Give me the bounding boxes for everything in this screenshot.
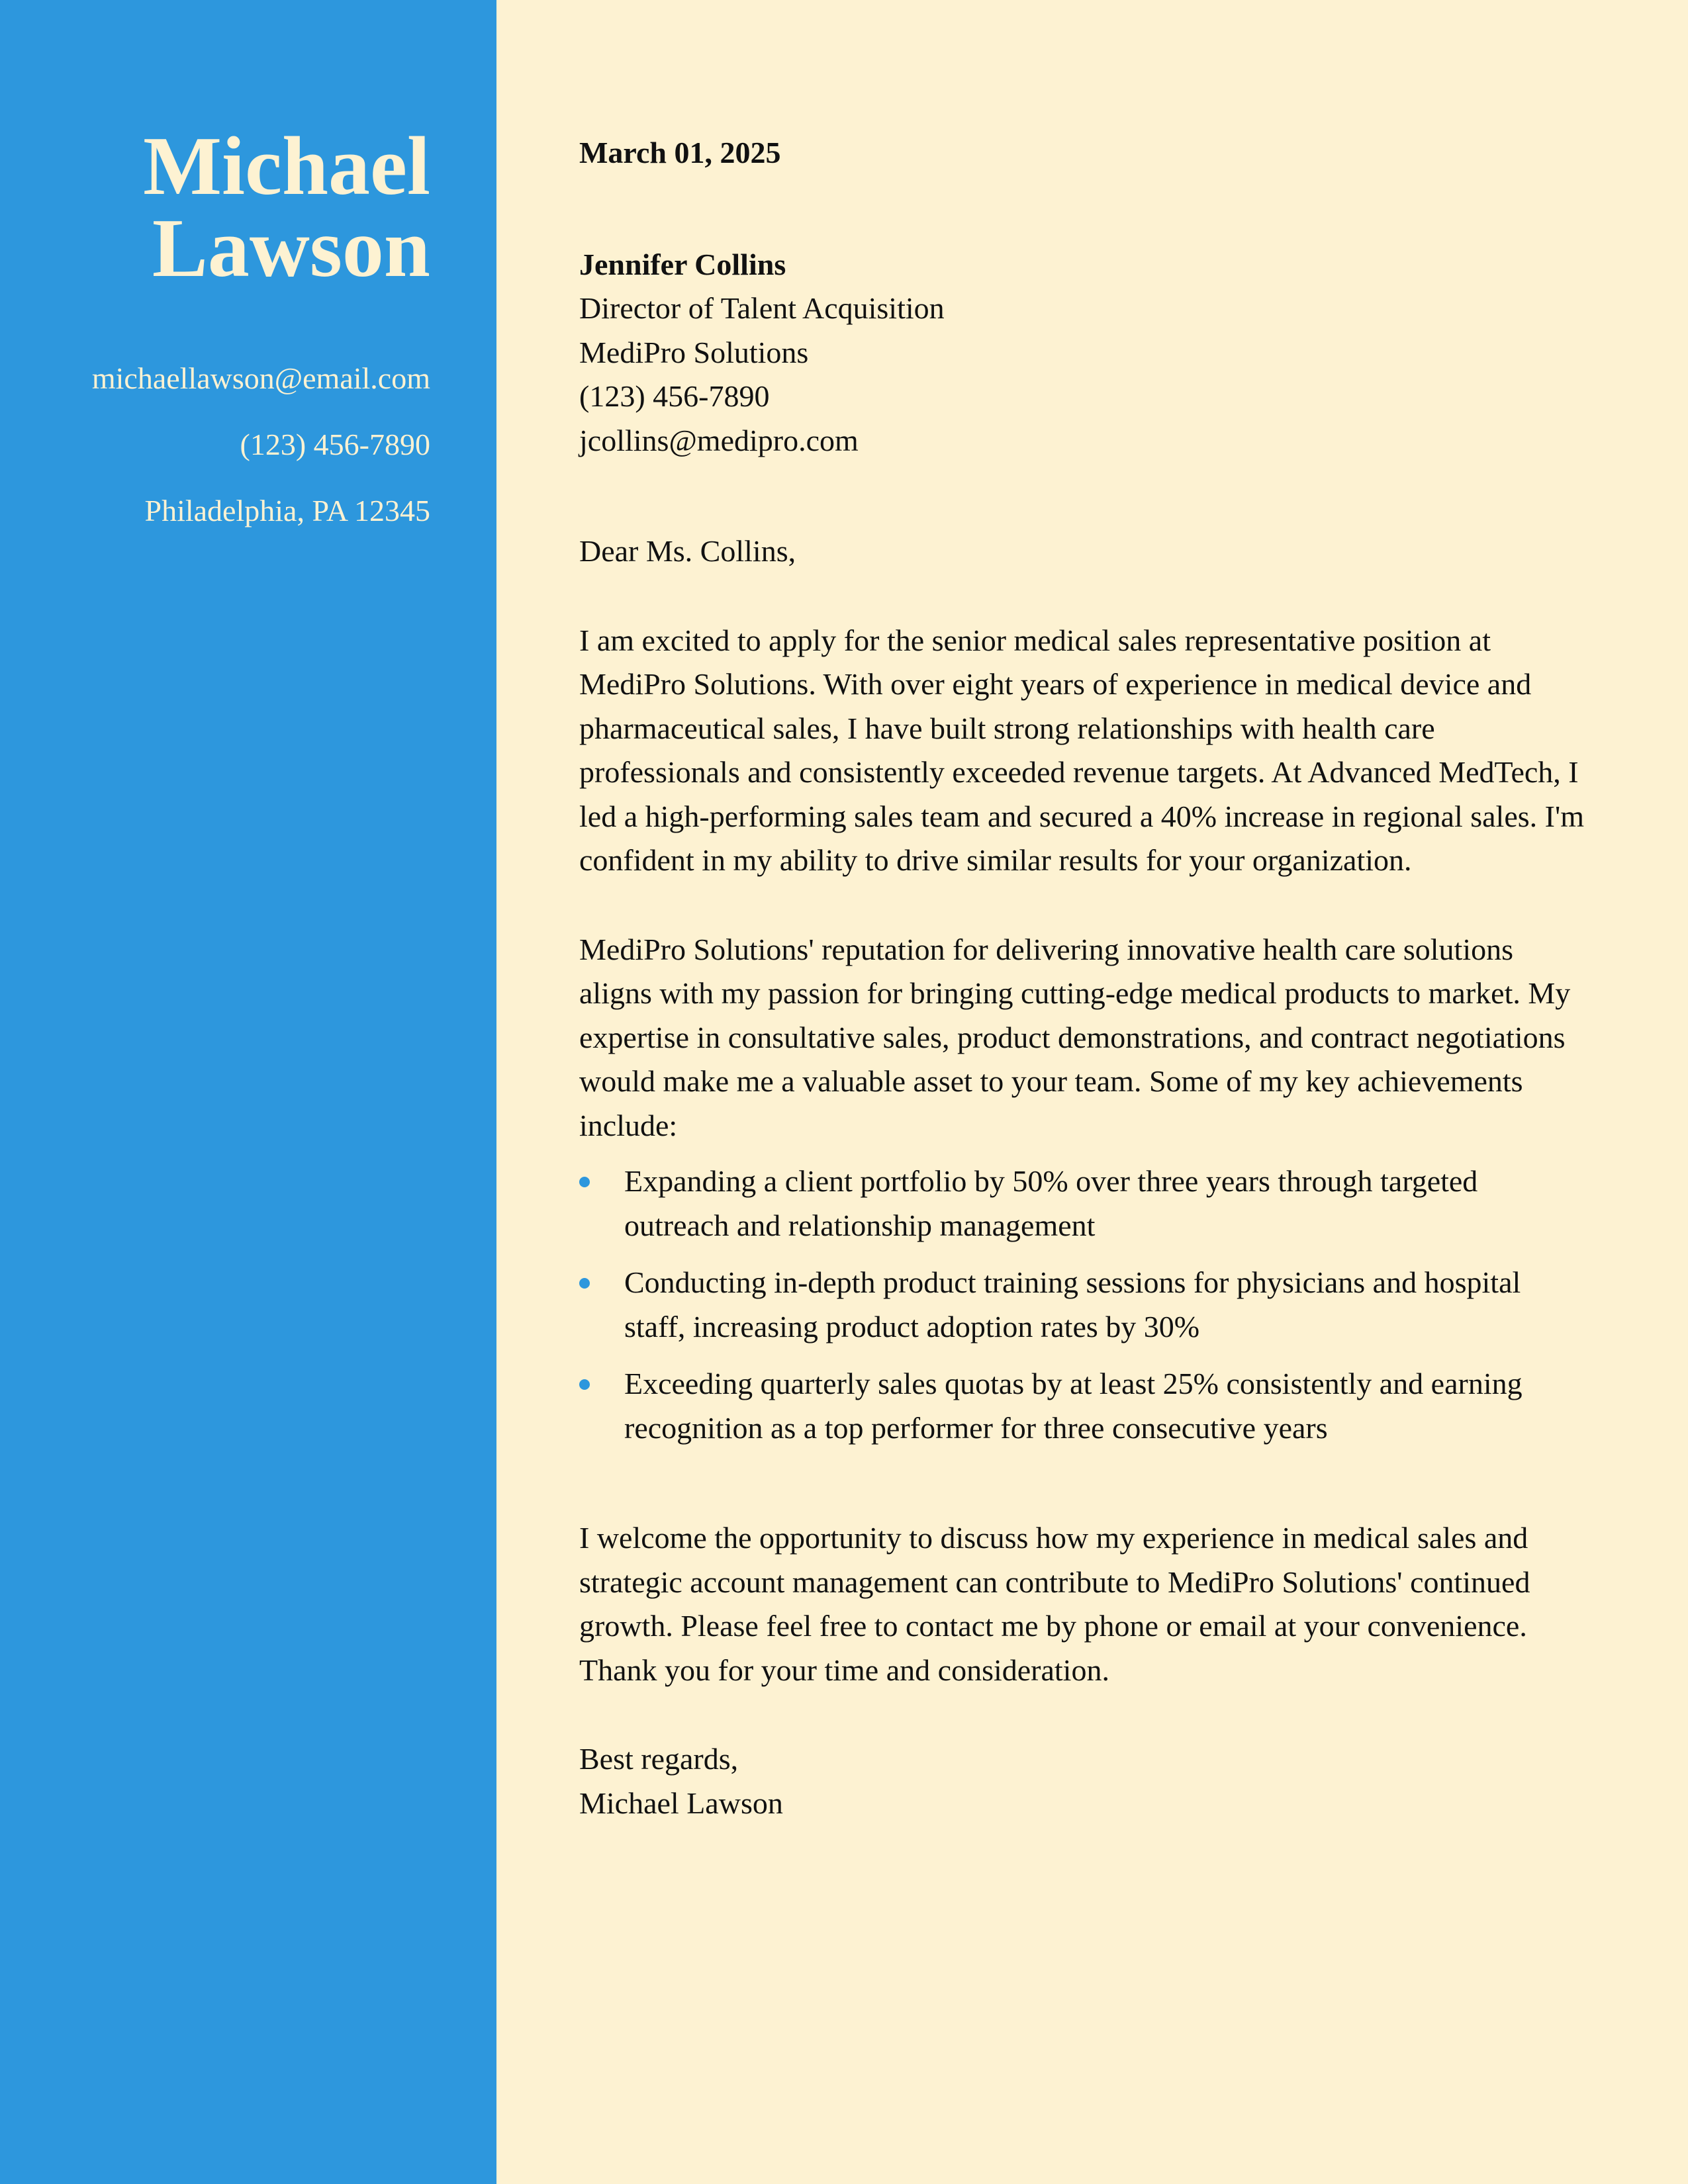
recipient-title: Director of Talent Acquisition	[579, 291, 945, 325]
paragraph-fit: MediPro Solutions' reputation for delivering innovative health care solutions aligns with my passion for bringing cutting-edge medical products to market. My expertise in consultative sales, product demonstrations, and contract negotiations would make me a valuable asset to your team. Some of my key achievements include:	[579, 932, 1571, 1142]
achievement-text: Conducting in-depth product training sessions for physicians and hospital staff, increasing product adoption rates by 30%	[624, 1265, 1521, 1343]
sender-location: Philadelphia, PA 12345	[144, 494, 430, 527]
sender-last-name: Lawson	[152, 203, 430, 295]
achievements-list	[579, 1160, 1589, 1450]
recipient-name: Jennifer Collins	[579, 247, 786, 281]
sender-first-name: Michael	[143, 120, 430, 212]
achievement-text: Exceeding quarterly sales quotas by at least 25% consistently and earning recognition as a top performer for three consecutive years	[624, 1367, 1523, 1445]
paragraph-closing: I welcome the opportunity to discuss how my experience in medical sales and strategic account management can contribute to MediPro Solutions' continued growth. Please feel free to contact me by phone or email at your convenience. Thank you for your time and consideration.	[579, 1521, 1530, 1687]
bullet-dot-icon	[579, 1278, 590, 1289]
letter-date: March 01, 2025	[579, 136, 781, 169]
list-item	[579, 1160, 1589, 1248]
closing-block	[579, 1737, 1589, 1825]
recipient-phone: (123) 456-7890	[579, 379, 770, 413]
sidebar	[0, 0, 496, 2184]
recipient-company: MediPro Solutions	[579, 335, 809, 369]
list-item	[579, 1362, 1589, 1450]
sender-contact	[0, 361, 430, 529]
recipient-email: jcollins@medipro.com	[579, 423, 859, 457]
letter-body	[496, 0, 1688, 2184]
salutation: Dear Ms. Collins,	[579, 534, 796, 568]
recipient-block	[579, 243, 1589, 463]
list-item	[579, 1261, 1589, 1349]
bullet-dot-icon	[579, 1177, 590, 1187]
paragraph-intro: I am excited to apply for the senior medical sales representative position at MediPro Solutions. With over eight years of experience in medical device and pharmaceutical sales, I have built strong relationships with health care professionals and consistently exceeded revenue targets. At Advanced MedTech, I led a high-performing sales team and secured a 40% increase in regional sales. I'm confident in my ability to drive similar results for your organization.	[579, 623, 1585, 877]
bullet-dot-icon	[579, 1379, 590, 1390]
achievement-text: Expanding a client portfolio by 50% over three years through targeted outreach and relationship management	[624, 1164, 1478, 1242]
sign-off: Best regards,	[579, 1742, 739, 1776]
sender-name	[0, 120, 430, 295]
signature-name: Michael Lawson	[579, 1786, 783, 1820]
sender-email: michaellawson@email.com	[91, 361, 430, 395]
sender-phone: (123) 456-7890	[240, 428, 430, 461]
